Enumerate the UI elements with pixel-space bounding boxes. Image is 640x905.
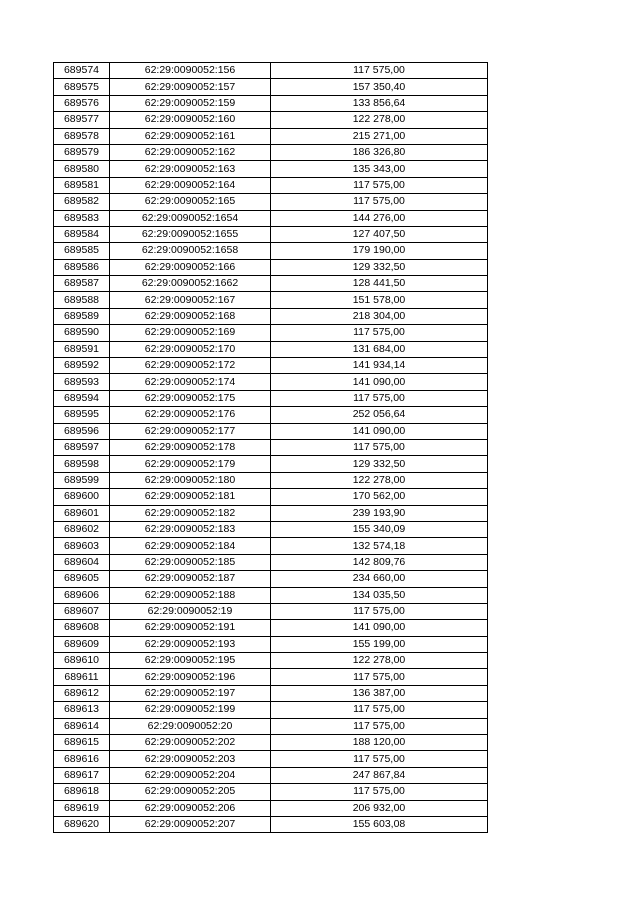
value-cell: 136 387,00: [271, 685, 488, 701]
cadastral-number-cell: 62:29:0090052:172: [110, 358, 271, 374]
cadastral-number-cell: 62:29:0090052:20: [110, 718, 271, 734]
row-number-cell: 689603: [54, 538, 110, 554]
cadastral-number-cell: 62:29:0090052:1654: [110, 210, 271, 226]
row-number-cell: 689577: [54, 112, 110, 128]
value-cell: 206 932,00: [271, 800, 488, 816]
value-cell: 186 326,80: [271, 144, 488, 160]
value-cell: 132 574,18: [271, 538, 488, 554]
table-row: [54, 653, 488, 669]
table-row: [54, 374, 488, 390]
row-number-cell: 689597: [54, 439, 110, 455]
table-row: [54, 144, 488, 160]
value-cell: 133 856,64: [271, 95, 488, 111]
cadastral-number-cell: 62:29:0090052:196: [110, 669, 271, 685]
row-number-cell: 689606: [54, 587, 110, 603]
table-row: [54, 112, 488, 128]
table-row: [54, 784, 488, 800]
row-number-cell: 689579: [54, 144, 110, 160]
value-cell: 234 660,00: [271, 571, 488, 587]
row-number-cell: 689592: [54, 358, 110, 374]
value-cell: 247 867,84: [271, 767, 488, 783]
table-row: [54, 358, 488, 374]
cadastral-number-cell: 62:29:0090052:19: [110, 603, 271, 619]
row-number-cell: 689607: [54, 603, 110, 619]
cadastral-number-cell: 62:29:0090052:202: [110, 735, 271, 751]
cadastral-value-table: [53, 62, 488, 833]
cadastral-number-cell: 62:29:0090052:188: [110, 587, 271, 603]
value-cell: 131 684,00: [271, 341, 488, 357]
table-row: [54, 177, 488, 193]
row-number-cell: 689576: [54, 95, 110, 111]
cadastral-number-cell: 62:29:0090052:191: [110, 620, 271, 636]
cadastral-number-cell: 62:29:0090052:185: [110, 554, 271, 570]
cadastral-number-cell: 62:29:0090052:159: [110, 95, 271, 111]
table-row: [54, 390, 488, 406]
table-row: [54, 816, 488, 832]
row-number-cell: 689582: [54, 194, 110, 210]
value-cell: 117 575,00: [271, 784, 488, 800]
value-cell: 117 575,00: [271, 177, 488, 193]
table-row: [54, 259, 488, 275]
cadastral-number-cell: 62:29:0090052:161: [110, 128, 271, 144]
value-cell: 129 332,50: [271, 259, 488, 275]
table-row: [54, 767, 488, 783]
table-row: [54, 587, 488, 603]
row-number-cell: 689590: [54, 325, 110, 341]
row-number-cell: 689575: [54, 79, 110, 95]
table-row: [54, 489, 488, 505]
table-body: [54, 63, 488, 833]
value-cell: 144 276,00: [271, 210, 488, 226]
value-cell: 122 278,00: [271, 653, 488, 669]
table-row: [54, 538, 488, 554]
row-number-cell: 689593: [54, 374, 110, 390]
table-row: [54, 456, 488, 472]
cadastral-number-cell: 62:29:0090052:167: [110, 292, 271, 308]
row-number-cell: 689587: [54, 276, 110, 292]
row-number-cell: 689610: [54, 653, 110, 669]
cadastral-number-cell: 62:29:0090052:195: [110, 653, 271, 669]
cadastral-number-cell: 62:29:0090052:174: [110, 374, 271, 390]
table-row: [54, 751, 488, 767]
table-row: [54, 423, 488, 439]
value-cell: 135 343,00: [271, 161, 488, 177]
value-cell: 239 193,90: [271, 505, 488, 521]
row-number-cell: 689584: [54, 226, 110, 242]
table-row: [54, 554, 488, 570]
value-cell: 117 575,00: [271, 702, 488, 718]
row-number-cell: 689581: [54, 177, 110, 193]
table-row: [54, 521, 488, 537]
value-cell: 117 575,00: [271, 390, 488, 406]
cadastral-number-cell: 62:29:0090052:180: [110, 472, 271, 488]
cadastral-number-cell: 62:29:0090052:199: [110, 702, 271, 718]
value-cell: 188 120,00: [271, 735, 488, 751]
table-row: [54, 308, 488, 324]
cadastral-number-cell: 62:29:0090052:207: [110, 816, 271, 832]
table-row: [54, 571, 488, 587]
table-row: [54, 439, 488, 455]
row-number-cell: 689598: [54, 456, 110, 472]
row-number-cell: 689615: [54, 735, 110, 751]
value-cell: 117 575,00: [271, 603, 488, 619]
value-cell: 122 278,00: [271, 472, 488, 488]
cadastral-number-cell: 62:29:0090052:176: [110, 407, 271, 423]
cadastral-number-cell: 62:29:0090052:179: [110, 456, 271, 472]
table-row: [54, 341, 488, 357]
cadastral-number-cell: 62:29:0090052:1662: [110, 276, 271, 292]
cadastral-number-cell: 62:29:0090052:175: [110, 390, 271, 406]
cadastral-number-cell: 62:29:0090052:1655: [110, 226, 271, 242]
row-number-cell: 689578: [54, 128, 110, 144]
table-row: [54, 718, 488, 734]
row-number-cell: 689596: [54, 423, 110, 439]
cadastral-number-cell: 62:29:0090052:197: [110, 685, 271, 701]
table-row: [54, 800, 488, 816]
value-cell: 117 575,00: [271, 718, 488, 734]
row-number-cell: 689617: [54, 767, 110, 783]
row-number-cell: 689618: [54, 784, 110, 800]
row-number-cell: 689611: [54, 669, 110, 685]
cadastral-number-cell: 62:29:0090052:183: [110, 521, 271, 537]
table-row: [54, 472, 488, 488]
cadastral-number-cell: 62:29:0090052:181: [110, 489, 271, 505]
row-number-cell: 689589: [54, 308, 110, 324]
table-row: [54, 226, 488, 242]
cadastral-number-cell: 62:29:0090052:204: [110, 767, 271, 783]
cadastral-number-cell: 62:29:0090052:160: [110, 112, 271, 128]
row-number-cell: 689604: [54, 554, 110, 570]
table-row: [54, 505, 488, 521]
row-number-cell: 689613: [54, 702, 110, 718]
value-cell: 155 603,08: [271, 816, 488, 832]
value-cell: 155 340,09: [271, 521, 488, 537]
value-cell: 141 090,00: [271, 620, 488, 636]
table-row: [54, 63, 488, 79]
table-row: [54, 161, 488, 177]
value-cell: 129 332,50: [271, 456, 488, 472]
value-cell: 141 934,14: [271, 358, 488, 374]
cadastral-number-cell: 62:29:0090052:170: [110, 341, 271, 357]
cadastral-number-cell: 62:29:0090052:178: [110, 439, 271, 455]
row-number-cell: 689594: [54, 390, 110, 406]
value-cell: 157 350,40: [271, 79, 488, 95]
value-cell: 117 575,00: [271, 751, 488, 767]
value-cell: 127 407,50: [271, 226, 488, 242]
row-number-cell: 689601: [54, 505, 110, 521]
row-number-cell: 689608: [54, 620, 110, 636]
table-row: [54, 276, 488, 292]
value-cell: 122 278,00: [271, 112, 488, 128]
table-row: [54, 685, 488, 701]
cadastral-number-cell: 62:29:0090052:163: [110, 161, 271, 177]
value-cell: 252 056,64: [271, 407, 488, 423]
row-number-cell: 689583: [54, 210, 110, 226]
value-cell: 170 562,00: [271, 489, 488, 505]
table-row: [54, 79, 488, 95]
table-row: [54, 636, 488, 652]
value-cell: 151 578,00: [271, 292, 488, 308]
row-number-cell: 689609: [54, 636, 110, 652]
value-cell: 141 090,00: [271, 423, 488, 439]
row-number-cell: 689602: [54, 521, 110, 537]
table-row: [54, 210, 488, 226]
value-cell: 117 575,00: [271, 63, 488, 79]
row-number-cell: 689586: [54, 259, 110, 275]
row-number-cell: 689619: [54, 800, 110, 816]
value-cell: 215 271,00: [271, 128, 488, 144]
table-row: [54, 735, 488, 751]
cadastral-number-cell: 62:29:0090052:165: [110, 194, 271, 210]
row-number-cell: 689600: [54, 489, 110, 505]
table-row: [54, 407, 488, 423]
value-cell: 117 575,00: [271, 325, 488, 341]
cadastral-number-cell: 62:29:0090052:169: [110, 325, 271, 341]
row-number-cell: 689612: [54, 685, 110, 701]
cadastral-number-cell: 62:29:0090052:187: [110, 571, 271, 587]
cadastral-number-cell: 62:29:0090052:1658: [110, 243, 271, 259]
table-row: [54, 95, 488, 111]
row-number-cell: 689599: [54, 472, 110, 488]
row-number-cell: 689595: [54, 407, 110, 423]
value-cell: 141 090,00: [271, 374, 488, 390]
value-cell: 117 575,00: [271, 439, 488, 455]
row-number-cell: 689574: [54, 63, 110, 79]
cadastral-number-cell: 62:29:0090052:168: [110, 308, 271, 324]
row-number-cell: 689605: [54, 571, 110, 587]
row-number-cell: 689614: [54, 718, 110, 734]
table-row: [54, 292, 488, 308]
table-row: [54, 325, 488, 341]
table-row: [54, 620, 488, 636]
value-cell: 142 809,76: [271, 554, 488, 570]
cadastral-number-cell: 62:29:0090052:203: [110, 751, 271, 767]
value-cell: 117 575,00: [271, 194, 488, 210]
value-cell: 179 190,00: [271, 243, 488, 259]
row-number-cell: 689585: [54, 243, 110, 259]
value-cell: 134 035,50: [271, 587, 488, 603]
row-number-cell: 689616: [54, 751, 110, 767]
value-cell: 128 441,50: [271, 276, 488, 292]
cadastral-number-cell: 62:29:0090052:205: [110, 784, 271, 800]
value-cell: 218 304,00: [271, 308, 488, 324]
cadastral-number-cell: 62:29:0090052:177: [110, 423, 271, 439]
cadastral-number-cell: 62:29:0090052:164: [110, 177, 271, 193]
table-row: [54, 243, 488, 259]
cadastral-number-cell: 62:29:0090052:162: [110, 144, 271, 160]
row-number-cell: 689580: [54, 161, 110, 177]
cadastral-number-cell: 62:29:0090052:184: [110, 538, 271, 554]
table-row: [54, 128, 488, 144]
value-cell: 117 575,00: [271, 669, 488, 685]
row-number-cell: 689591: [54, 341, 110, 357]
table-row: [54, 194, 488, 210]
row-number-cell: 689620: [54, 816, 110, 832]
table-row: [54, 603, 488, 619]
value-cell: 155 199,00: [271, 636, 488, 652]
table-row: [54, 669, 488, 685]
cadastral-number-cell: 62:29:0090052:182: [110, 505, 271, 521]
cadastral-number-cell: 62:29:0090052:166: [110, 259, 271, 275]
row-number-cell: 689588: [54, 292, 110, 308]
cadastral-number-cell: 62:29:0090052:193: [110, 636, 271, 652]
table-row: [54, 702, 488, 718]
cadastral-number-cell: 62:29:0090052:156: [110, 63, 271, 79]
cadastral-number-cell: 62:29:0090052:157: [110, 79, 271, 95]
cadastral-number-cell: 62:29:0090052:206: [110, 800, 271, 816]
